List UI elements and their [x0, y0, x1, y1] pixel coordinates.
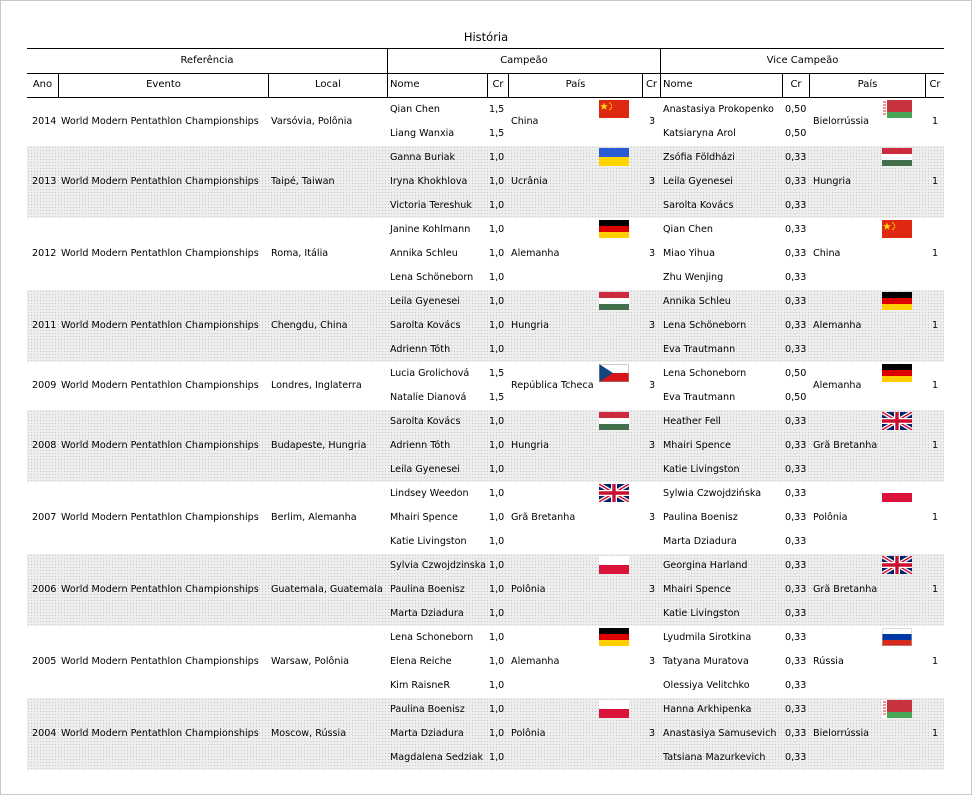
- vice-athlete-cr: 0,33: [785, 536, 807, 547]
- champion-cr-total: 3: [649, 440, 656, 451]
- champion-athlete-cr: 1,0: [489, 584, 505, 595]
- champion-athlete-name: Natalie Dianová: [390, 392, 467, 403]
- header-champion-cr: Cr: [492, 79, 504, 90]
- champion-athlete-cr: 1,0: [489, 224, 505, 235]
- champion-cr-total: 3: [649, 116, 656, 127]
- year-cell: 2005: [32, 656, 57, 667]
- champion-athlete-name: Lindsey Weedon: [390, 488, 469, 499]
- champion-athlete-cr: 1,5: [489, 128, 505, 139]
- champion-athlete-cr: 1,0: [489, 488, 505, 499]
- hungary-flag-icon: [599, 292, 629, 310]
- ukraine-flag-icon: [599, 148, 629, 166]
- champion-athlete-cr: 1,0: [489, 296, 505, 307]
- header-vice-name: Nome: [663, 79, 693, 90]
- vice-athlete-cr: 0,33: [785, 248, 807, 259]
- vice-country: Bielorrússia: [813, 728, 870, 739]
- champion-athlete-name: Lena Schöneborn: [390, 272, 474, 283]
- champion-athlete-name: Ganna Buriak: [390, 152, 456, 163]
- champion-athlete-name: Sarolta Kovács: [390, 416, 461, 427]
- champion-athlete-cr: 1,0: [489, 680, 505, 691]
- champion-athlete-cr: 1,0: [489, 728, 505, 739]
- champion-athlete-name: Paulina Boenisz: [390, 704, 465, 715]
- czech-flag-icon: [599, 364, 629, 382]
- champion-cr-total: 3: [649, 248, 656, 259]
- champion-athlete-name: Marta Dziadura: [390, 608, 464, 619]
- champion-athlete-name: Iryna Khokhlova: [390, 176, 468, 187]
- vice-athlete-name: Tatsiana Mazurkevich: [663, 752, 766, 763]
- header-champion-cr-total: Cr: [645, 79, 658, 90]
- vice-athlete-cr: 0,33: [785, 176, 807, 187]
- place-cell: Londres, Inglaterra: [271, 380, 362, 391]
- place-cell: Taipé, Taiwan: [271, 176, 335, 187]
- champion-cr-total: 3: [649, 320, 656, 331]
- champion-athlete-cr: 1,0: [489, 632, 505, 643]
- vice-athlete-name: Eva Trautmann: [663, 392, 736, 403]
- header-bottom-border: [27, 97, 944, 98]
- vice-athlete-name: Tatyana Muratova: [663, 656, 749, 667]
- champion-athlete-name: Katie Livingston: [390, 536, 467, 547]
- event-cell: World Modern Pentathlon Championships: [61, 380, 259, 391]
- vice-country: Alemanha: [813, 320, 862, 331]
- vice-athlete-name: Anastasiya Prokopenko: [663, 104, 774, 115]
- champion-cr-total: 3: [649, 584, 656, 595]
- champion-cr-total: 3: [649, 380, 656, 391]
- champion-country: Hungria: [511, 320, 549, 331]
- champion-athlete-name: Janine Kohlmann: [390, 224, 471, 235]
- poland-flag-icon: [599, 700, 629, 718]
- vice-athlete-name: Katie Livingston: [663, 464, 740, 475]
- champion-cr-total: 3: [649, 728, 656, 739]
- germany-flag-icon: [882, 292, 912, 310]
- event-cell: World Modern Pentathlon Championships: [61, 248, 259, 259]
- vice-athlete-cr: 0,33: [785, 416, 807, 427]
- champion-athlete-cr: 1,5: [489, 368, 505, 379]
- champion-athlete-cr: 1,5: [489, 104, 505, 115]
- champion-athlete-name: Victoria Tereshuk: [390, 200, 472, 211]
- vice-country: Grã Bretanha: [813, 584, 878, 595]
- vice-country: Alemanha: [813, 380, 862, 391]
- champion-athlete-cr: 1,5: [489, 392, 505, 403]
- champion-country: Alemanha: [511, 248, 560, 259]
- champion-athlete-name: Lucia Grolichová: [390, 368, 470, 379]
- champion-athlete-cr: 1,0: [489, 656, 505, 667]
- header-group-reference: Referência: [180, 55, 234, 66]
- header-top-border: [27, 48, 944, 49]
- vice-country: Polônia: [813, 512, 848, 523]
- vice-athlete-cr: 0,33: [785, 272, 807, 283]
- event-cell: World Modern Pentathlon Championships: [61, 584, 259, 595]
- vice-cr-total: 1: [932, 512, 939, 523]
- uk-flag-icon: [599, 484, 629, 502]
- vice-athlete-name: Leila Gyenesei: [663, 176, 733, 187]
- place-cell: Budapeste, Hungria: [271, 440, 367, 451]
- vice-cr-total: 1: [932, 656, 939, 667]
- vice-athlete-name: Heather Fell: [663, 416, 721, 427]
- champion-athlete-cr: 1,0: [489, 464, 505, 475]
- header-vice-cr: Cr: [790, 79, 802, 90]
- champion-athlete-cr: 1,0: [489, 416, 505, 427]
- header-event: Evento: [146, 79, 181, 90]
- champion-athlete-name: Leila Gyenesei: [390, 464, 460, 475]
- vice-athlete-name: Sarolta Kovács: [663, 200, 734, 211]
- event-cell: World Modern Pentathlon Championships: [61, 440, 259, 451]
- germany-flag-icon: [599, 628, 629, 646]
- champion-athlete-cr: 1,0: [489, 560, 505, 571]
- champion-country: República Tcheca: [511, 380, 594, 391]
- champion-athlete-name: Elena Reiche: [390, 656, 452, 667]
- poland-flag-icon: [882, 484, 912, 502]
- header-mid-border: [27, 73, 944, 74]
- champion-cr-total: 3: [649, 656, 656, 667]
- vice-athlete-name: Miao Yihua: [663, 248, 715, 259]
- vice-athlete-name: Paulina Boenisz: [663, 512, 738, 523]
- vice-athlete-cr: 0,50: [785, 392, 807, 403]
- champion-athlete-cr: 1,0: [489, 536, 505, 547]
- vice-cr-total: 1: [932, 320, 939, 331]
- vice-athlete-name: Mhairi Spence: [663, 584, 731, 595]
- china-flag-icon: [882, 220, 912, 238]
- vice-athlete-cr: 0,33: [785, 224, 807, 235]
- russia-flag-icon: [882, 628, 912, 646]
- vice-athlete-cr: 0,33: [785, 632, 807, 643]
- vice-athlete-cr: 0,33: [785, 488, 807, 499]
- vice-athlete-cr: 0,33: [785, 608, 807, 619]
- vice-athlete-name: Lena Schöneborn: [663, 320, 747, 331]
- vice-athlete-cr: 0,50: [785, 104, 807, 115]
- event-cell: World Modern Pentathlon Championships: [61, 656, 259, 667]
- header-group-vice: Vice Campeão: [766, 55, 839, 66]
- champion-cr-total: 3: [649, 176, 656, 187]
- header-group-champion: Campeão: [500, 55, 548, 66]
- header-champion-name: Nome: [390, 79, 420, 90]
- vice-athlete-name: Georgina Harland: [663, 560, 748, 571]
- vice-athlete-cr: 0,33: [785, 752, 807, 763]
- germany-flag-icon: [882, 364, 912, 382]
- vice-athlete-name: Lena Schoneborn: [663, 368, 747, 379]
- champion-athlete-name: Annika Schleu: [390, 248, 458, 259]
- uk-flag-icon: [882, 556, 912, 574]
- vice-cr-total: 1: [932, 584, 939, 595]
- vice-athlete-name: Katie Livingston: [663, 608, 740, 619]
- vice-athlete-cr: 0,33: [785, 728, 807, 739]
- poland-flag-icon: [599, 556, 629, 574]
- champion-athlete-name: Sylvia Czwojdzinska: [390, 560, 486, 571]
- champion-athlete-name: Mhairi Spence: [390, 512, 458, 523]
- vice-athlete-cr: 0,50: [785, 128, 807, 139]
- year-cell: 2006: [32, 584, 57, 595]
- champion-athlete-name: Adrienn Tóth: [390, 440, 451, 451]
- champion-athlete-cr: 1,0: [489, 344, 505, 355]
- header-place: Local: [315, 79, 341, 90]
- vice-athlete-name: Zsófia Földházi: [663, 152, 735, 163]
- champion-country: Hungria: [511, 440, 549, 451]
- place-cell: Warsaw, Polônia: [271, 656, 349, 667]
- vice-athlete-name: Qian Chen: [663, 224, 713, 235]
- champion-athlete-cr: 1,0: [489, 248, 505, 259]
- vice-athlete-cr: 0,33: [785, 320, 807, 331]
- year-cell: 2011: [32, 320, 57, 331]
- event-cell: World Modern Pentathlon Championships: [61, 512, 259, 523]
- champion-athlete-cr: 1,0: [489, 200, 505, 211]
- vice-athlete-cr: 0,33: [785, 512, 807, 523]
- header-vice-country: País: [857, 79, 878, 90]
- vice-country: Grã Bretanha: [813, 440, 878, 451]
- year-cell: 2012: [32, 248, 57, 259]
- header-champion-country: País: [565, 79, 586, 90]
- vice-athlete-cr: 0,50: [785, 368, 807, 379]
- champion-country: China: [511, 116, 539, 127]
- vice-athlete-name: Lyudmila Sirotkina: [663, 632, 752, 643]
- champion-country: Alemanha: [511, 656, 560, 667]
- place-cell: Berlim, Alemanha: [271, 512, 357, 523]
- champion-athlete-name: Magdalena Sedziak: [390, 752, 484, 763]
- vice-athlete-cr: 0,33: [785, 656, 807, 667]
- champion-athlete-cr: 1,0: [489, 272, 505, 283]
- vice-cr-total: 1: [932, 380, 939, 391]
- champion-athlete-name: Lena Schoneborn: [390, 632, 474, 643]
- champion-athlete-cr: 1,0: [489, 704, 505, 715]
- china-flag-icon: [599, 100, 629, 118]
- germany-flag-icon: [599, 220, 629, 238]
- vice-athlete-name: Zhu Wenjing: [663, 272, 724, 283]
- vice-athlete-cr: 0,33: [785, 440, 807, 451]
- vice-athlete-cr: 0,33: [785, 464, 807, 475]
- year-cell: 2008: [32, 440, 57, 451]
- vice-athlete-name: Olessiya Velitchko: [663, 680, 750, 691]
- champion-athlete-cr: 1,0: [489, 608, 505, 619]
- champion-athlete-cr: 1,0: [489, 512, 505, 523]
- vice-cr-total: 1: [932, 248, 939, 259]
- champion-athlete-name: Marta Dziadura: [390, 728, 464, 739]
- champion-athlete-name: Adrienn Tóth: [390, 344, 451, 355]
- vice-cr-total: 1: [932, 728, 939, 739]
- year-cell: 2007: [32, 512, 57, 523]
- place-cell: Moscow, Rússia: [271, 728, 347, 739]
- vice-athlete-cr: 0,33: [785, 152, 807, 163]
- event-cell: World Modern Pentathlon Championships: [61, 320, 259, 331]
- champion-athlete-name: Sarolta Kovács: [390, 320, 461, 331]
- vice-cr-total: 1: [932, 116, 939, 127]
- hungary-flag-icon: [882, 148, 912, 166]
- vice-athlete-name: Hanna Arkhipenka: [663, 704, 752, 715]
- vice-athlete-name: Katsiaryna Arol: [663, 128, 736, 139]
- hungary-flag-icon: [599, 412, 629, 430]
- belarus-flag-icon: [882, 100, 912, 118]
- champion-athlete-name: Kim RaisneR: [390, 680, 450, 691]
- vice-athlete-cr: 0,33: [785, 560, 807, 571]
- year-cell: 2014: [32, 116, 57, 127]
- vice-athlete-cr: 0,33: [785, 296, 807, 307]
- place-cell: Roma, Itália: [271, 248, 329, 259]
- champion-country: Grã Bretanha: [511, 512, 576, 523]
- vice-country: Rússia: [813, 656, 844, 667]
- vice-athlete-name: Mhairi Spence: [663, 440, 731, 451]
- champion-athlete-cr: 1,0: [489, 176, 505, 187]
- vice-country: Bielorrússia: [813, 116, 870, 127]
- vice-athlete-cr: 0,33: [785, 344, 807, 355]
- place-cell: Chengdu, China: [271, 320, 348, 331]
- belarus-flag-icon: [882, 700, 912, 718]
- event-cell: World Modern Pentathlon Championships: [61, 116, 259, 127]
- uk-flag-icon: [882, 412, 912, 430]
- champion-athlete-name: Leila Gyenesei: [390, 296, 460, 307]
- champion-athlete-name: Qian Chen: [390, 104, 440, 115]
- vice-country: China: [813, 248, 841, 259]
- vice-athlete-cr: 0,33: [785, 584, 807, 595]
- vice-cr-total: 1: [932, 440, 939, 451]
- vice-athlete-name: Marta Dziadura: [663, 536, 737, 547]
- header-vice-cr-total: Cr: [929, 79, 941, 90]
- champion-athlete-cr: 1,0: [489, 320, 505, 331]
- vice-cr-total: 1: [932, 176, 939, 187]
- champion-country: Ucrânia: [511, 176, 548, 187]
- event-cell: World Modern Pentathlon Championships: [61, 728, 259, 739]
- year-cell: 2013: [32, 176, 57, 187]
- champion-athlete-cr: 1,0: [489, 440, 505, 451]
- year-cell: 2004: [32, 728, 57, 739]
- vice-athlete-name: Sylwia Czwojdzińska: [663, 488, 762, 499]
- place-cell: Guatemala, Guatemala: [271, 584, 383, 595]
- year-cell: 2009: [32, 380, 57, 391]
- vice-athlete-name: Anastasiya Samusevich: [663, 728, 777, 739]
- vice-athlete-name: Eva Trautmann: [663, 344, 736, 355]
- event-cell: World Modern Pentathlon Championships: [61, 176, 259, 187]
- vice-athlete-cr: 0,33: [785, 704, 807, 715]
- champion-country: Polônia: [511, 728, 546, 739]
- champion-athlete-cr: 1,0: [489, 152, 505, 163]
- place-cell: Varsóvia, Polônia: [271, 116, 353, 127]
- vice-country: Hungria: [813, 176, 851, 187]
- champion-athlete-name: Liang Wanxia: [390, 128, 455, 139]
- champion-athlete-name: Paulina Boenisz: [390, 584, 465, 595]
- champion-country: Polônia: [511, 584, 546, 595]
- vice-athlete-cr: 0,33: [785, 200, 807, 211]
- vice-athlete-cr: 0,33: [785, 680, 807, 691]
- vice-athlete-name: Annika Schleu: [663, 296, 731, 307]
- page-title: História: [463, 30, 509, 44]
- champion-athlete-cr: 1,0: [489, 752, 505, 763]
- header-year: Ano: [32, 79, 53, 90]
- champion-cr-total: 3: [649, 512, 656, 523]
